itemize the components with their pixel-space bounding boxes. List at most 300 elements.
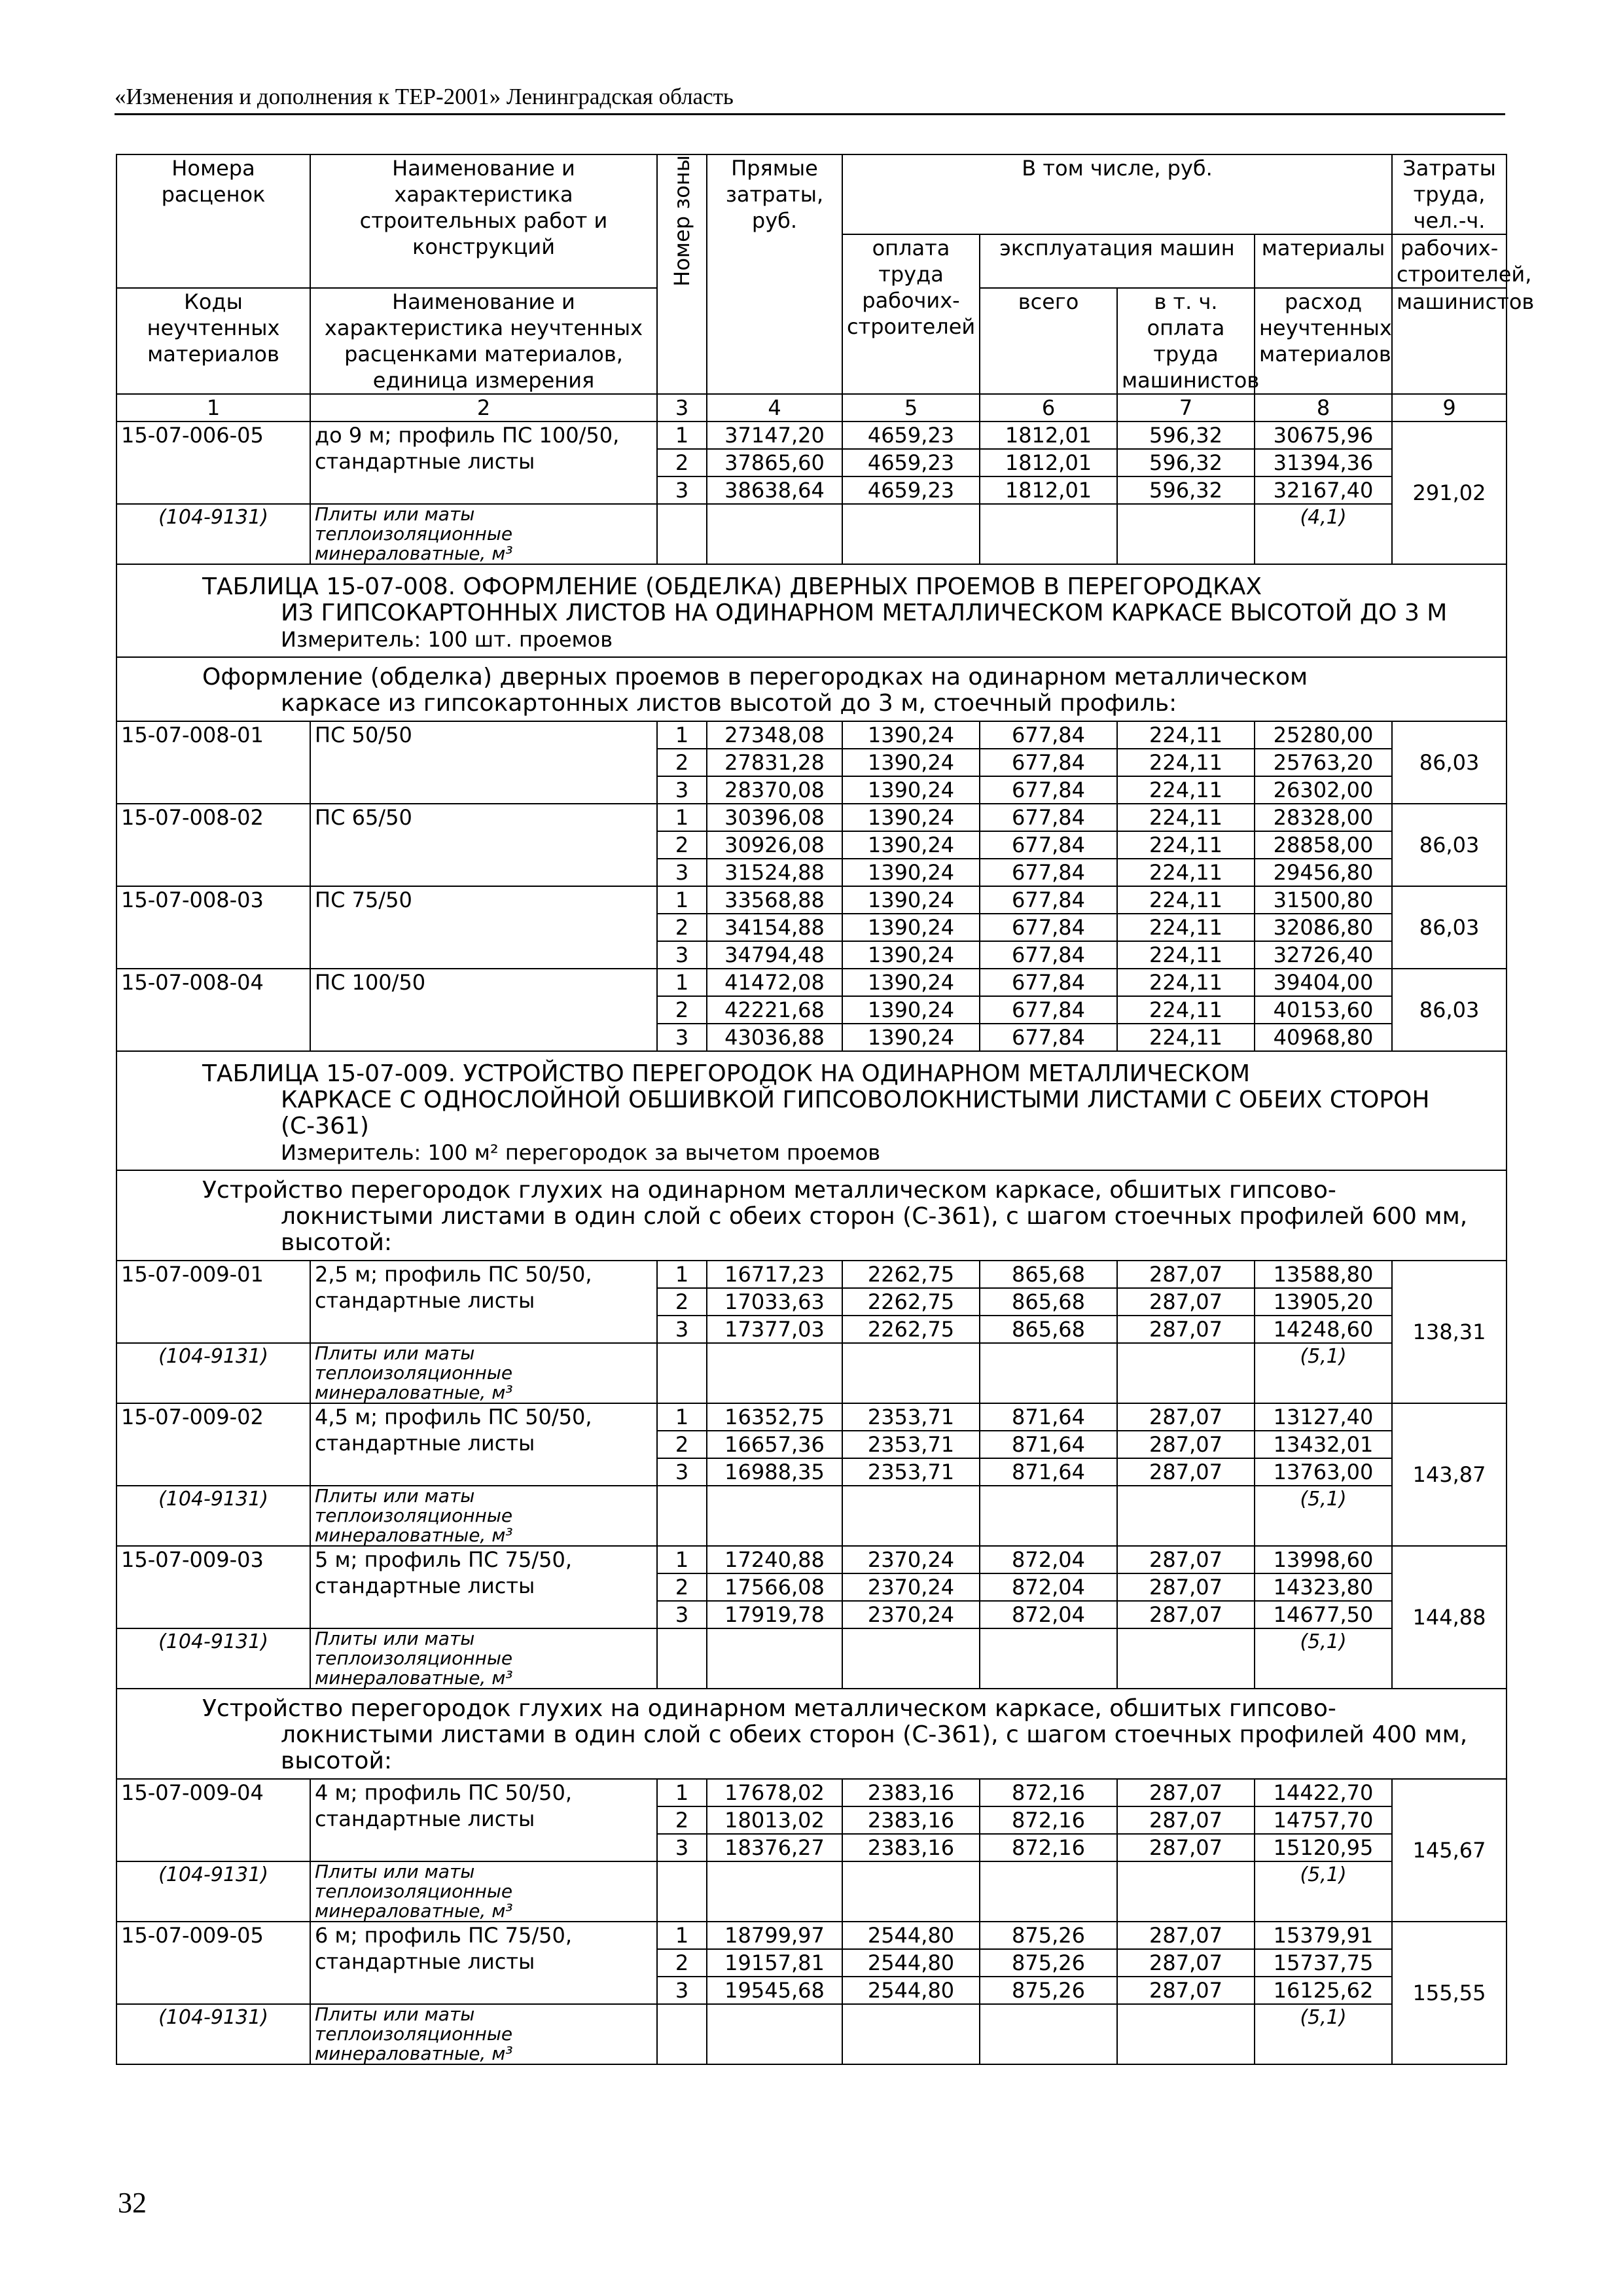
cost-value: 677,84 — [980, 1024, 1117, 1051]
cost-value: 13763,00 — [1255, 1458, 1392, 1486]
empty-cell — [657, 1861, 707, 1922]
material-code-text: (104-9131) — [158, 1345, 268, 1368]
empty-cell — [842, 1861, 980, 1922]
column-number: 3 — [657, 394, 707, 422]
zone-number: 1 — [657, 1922, 707, 1949]
cost-value: 872,04 — [980, 1601, 1117, 1628]
cost-value: 875,26 — [980, 1922, 1117, 1949]
cost-value: 287,07 — [1117, 1601, 1255, 1628]
labor-value: 86,03 — [1392, 886, 1507, 969]
cost-value: 15379,91 — [1255, 1922, 1392, 1949]
cost-value: 38638,64 — [707, 476, 842, 504]
cost-value: 224,11 — [1117, 831, 1255, 859]
cost-value: 287,07 — [1117, 1403, 1255, 1431]
cost-value: 13127,40 — [1255, 1403, 1392, 1431]
column-number: 5 — [842, 394, 980, 422]
column-number: 1 — [116, 394, 310, 422]
table-row — [116, 1546, 1507, 1573]
cost-value: 287,07 — [1117, 1806, 1255, 1834]
cost-value: 32086,80 — [1255, 914, 1392, 941]
material-code — [116, 1486, 310, 1546]
cost-value: 677,84 — [980, 996, 1117, 1024]
col-header-name2: Наименование и характеристика неучтенных расценками материалов, единица измерения — [310, 288, 657, 394]
material-code-text: (104-9131) — [158, 506, 268, 529]
material-code-text: (104-9131) — [158, 1488, 268, 1511]
cost-value: 2383,16 — [842, 1806, 980, 1834]
table-row — [116, 1922, 1507, 1949]
work-name: 4 м; профиль ПС 50/50, стандартные листы — [310, 1779, 657, 1861]
cost-value: 28858,00 — [1255, 831, 1392, 859]
cost-value: 42221,68 — [707, 996, 842, 1024]
labor-value: 143,87 — [1392, 1403, 1507, 1546]
cost-value: 2383,16 — [842, 1834, 980, 1861]
table-unit: Измеритель: 100 шт. проемов — [281, 627, 613, 652]
empty-cell — [980, 1486, 1117, 1546]
cost-value: 287,07 — [1117, 1949, 1255, 1977]
cost-value: 1390,24 — [842, 996, 980, 1024]
cost-value: 287,07 — [1117, 1288, 1255, 1316]
section-subtitle-line1: Оформление (обделка) дверных проемов в перегородках на одинарном металлическом — [202, 664, 1308, 691]
labor-value: 138,31 — [1392, 1261, 1507, 1403]
cost-value: 224,11 — [1117, 886, 1255, 914]
material-qty-text: (5,1) — [1300, 1488, 1347, 1511]
cost-value: 17240,88 — [707, 1546, 842, 1573]
cost-value: 1390,24 — [842, 749, 980, 776]
cost-value: 865,68 — [980, 1316, 1117, 1343]
table-row — [116, 721, 1507, 749]
material-name — [310, 1343, 657, 1403]
cost-value: 13432,01 — [1255, 1431, 1392, 1458]
empty-cell — [707, 1628, 842, 1689]
cost-value: 875,26 — [980, 1949, 1117, 1977]
table-row — [116, 1261, 1507, 1288]
cost-value: 31500,80 — [1255, 886, 1392, 914]
page-header: «Изменения и дополнения к ТЕР-2001» Ленинградская область — [115, 84, 1505, 115]
rate-code: 15-07-009-02 — [116, 1403, 310, 1486]
cost-value: 2370,24 — [842, 1546, 980, 1573]
rate-code: 15-07-009-01 — [116, 1261, 310, 1343]
empty-cell — [707, 2004, 842, 2064]
material-row — [116, 1628, 1507, 1689]
cost-value: 677,84 — [980, 804, 1117, 831]
cost-value: 1390,24 — [842, 776, 980, 804]
material-name-text: Плиты или маты теплоизоляционные минераловатные, м³ — [315, 1628, 513, 1689]
section-subtitle — [116, 657, 1507, 721]
cost-value: 677,84 — [980, 941, 1117, 969]
cost-value: 14422,70 — [1255, 1779, 1392, 1806]
cost-value: 25280,00 — [1255, 721, 1392, 749]
cost-value: 4659,23 — [842, 449, 980, 476]
material-name-text: Плиты или маты теплоизоляционные минераловатные, м³ — [315, 1342, 513, 1403]
zone-number: 3 — [657, 1316, 707, 1343]
cost-value: 32726,40 — [1255, 941, 1392, 969]
material-code — [116, 1861, 310, 1922]
cost-value: 871,64 — [980, 1431, 1117, 1458]
table-009-title-row — [116, 1051, 1507, 1170]
cost-value: 28328,00 — [1255, 804, 1392, 831]
table-title-line1: ТАБЛИЦА 15-07-008. ОФОРМЛЕНИЕ (ОБДЕЛКА) ДВЕРНЫХ ПРОЕМОВ В ПЕРЕГОРОДКАХ — [202, 573, 1262, 600]
zone-number: 2 — [657, 449, 707, 476]
material-qty-text: (5,1) — [1300, 1863, 1347, 1886]
rate-code: 15-07-008-02 — [116, 804, 310, 886]
cost-value: 1390,24 — [842, 804, 980, 831]
material-qty-text: (5,1) — [1300, 1345, 1347, 1368]
cost-value: 677,84 — [980, 914, 1117, 941]
labor-value: 86,03 — [1392, 969, 1507, 1051]
rate-code: 15-07-008-04 — [116, 969, 310, 1051]
zone-number: 2 — [657, 1949, 707, 1977]
table-title-line1: ТАБЛИЦА 15-07-009. УСТРОЙСТВО ПЕРЕГОРОДОК НА ОДИНАРНОМ МЕТАЛЛИЧЕСКОМ — [202, 1060, 1251, 1087]
cost-value: 37865,60 — [707, 449, 842, 476]
empty-cell — [980, 1861, 1117, 1922]
cost-value: 224,11 — [1117, 859, 1255, 886]
cost-value: 17566,08 — [707, 1573, 842, 1601]
empty-cell — [707, 1343, 842, 1403]
empty-cell — [842, 1343, 980, 1403]
work-name: 4,5 м; профиль ПС 50/50, стандартные листы — [310, 1403, 657, 1486]
work-name: ПС 65/50 — [310, 804, 657, 886]
cost-value: 287,07 — [1117, 1431, 1255, 1458]
col-header-codes: Номера расценок — [116, 154, 310, 288]
empty-cell — [657, 2004, 707, 2064]
zone-number: 2 — [657, 1806, 707, 1834]
labor-value: 86,03 — [1392, 804, 1507, 886]
cost-value: 287,07 — [1117, 1261, 1255, 1288]
table-row — [116, 969, 1507, 996]
zone-number: 2 — [657, 749, 707, 776]
cost-value: 40968,80 — [1255, 1024, 1392, 1051]
zone-number: 3 — [657, 1834, 707, 1861]
rate-code: 15-07-006-05 — [116, 422, 310, 504]
cost-value: 2544,80 — [842, 1949, 980, 1977]
material-qty-text: (5,1) — [1300, 1630, 1347, 1653]
cost-value: 677,84 — [980, 749, 1117, 776]
material-qty-text: (5,1) — [1300, 2006, 1347, 2029]
cost-value: 1390,24 — [842, 859, 980, 886]
cost-value: 41472,08 — [707, 969, 842, 996]
col-header-direct: Прямые затраты, руб. — [707, 154, 842, 394]
material-row — [116, 504, 1507, 564]
empty-cell — [1117, 1486, 1255, 1546]
material-code — [116, 2004, 310, 2064]
cost-value: 871,64 — [980, 1458, 1117, 1486]
empty-cell — [1117, 2004, 1255, 2064]
column-number: 8 — [1255, 394, 1392, 422]
material-qty — [1255, 2004, 1392, 2064]
labor-value: 86,03 — [1392, 721, 1507, 804]
cost-value: 872,16 — [980, 1834, 1117, 1861]
section-subtitle-row — [116, 1170, 1507, 1261]
empty-cell — [980, 1628, 1117, 1689]
cost-value: 2383,16 — [842, 1779, 980, 1806]
cost-value: 677,84 — [980, 776, 1117, 804]
zone-number: 1 — [657, 721, 707, 749]
col-header-operators: в т. ч. оплата труда машинистов — [1117, 288, 1255, 394]
material-qty — [1255, 1343, 1392, 1403]
cost-value: 29456,80 — [1255, 859, 1392, 886]
zone-number: 2 — [657, 1288, 707, 1316]
zone-number: 1 — [657, 1779, 707, 1806]
cost-value: 596,32 — [1117, 476, 1255, 504]
column-number: 6 — [980, 394, 1117, 422]
cost-value: 2262,75 — [842, 1316, 980, 1343]
empty-cell — [657, 504, 707, 564]
cost-value: 13998,60 — [1255, 1546, 1392, 1573]
empty-cell — [707, 1861, 842, 1922]
empty-cell — [842, 1628, 980, 1689]
cost-value: 287,07 — [1117, 1316, 1255, 1343]
section-subtitle — [116, 1170, 1507, 1261]
col-header-labor-operators: машинистов — [1392, 288, 1507, 394]
table-row — [116, 1403, 1507, 1431]
material-row — [116, 2004, 1507, 2064]
cost-value: 18376,27 — [707, 1834, 842, 1861]
cost-value: 39404,00 — [1255, 969, 1392, 996]
col-header-zone: Номер зоны — [657, 154, 707, 394]
cost-value: 1812,01 — [980, 449, 1117, 476]
cost-value: 677,84 — [980, 886, 1117, 914]
cost-value: 287,07 — [1117, 1573, 1255, 1601]
cost-value: 2353,71 — [842, 1431, 980, 1458]
zone-number: 1 — [657, 422, 707, 449]
cost-value: 677,84 — [980, 831, 1117, 859]
table-row — [116, 886, 1507, 914]
cost-value: 17919,78 — [707, 1601, 842, 1628]
labor-value: 291,02 — [1392, 422, 1507, 564]
cost-value: 1390,24 — [842, 721, 980, 749]
table-008-title-row — [116, 564, 1507, 657]
cost-value: 224,11 — [1117, 804, 1255, 831]
cost-value: 13905,20 — [1255, 1288, 1392, 1316]
cost-value: 43036,88 — [707, 1024, 842, 1051]
rate-code: 15-07-008-03 — [116, 886, 310, 969]
col-header-codes2: Коды неучтенных материалов — [116, 288, 310, 394]
cost-value: 1390,24 — [842, 831, 980, 859]
labor-value: 155,55 — [1392, 1922, 1507, 2064]
col-header-labor: Затраты труда, чел.-ч. — [1392, 154, 1507, 234]
zone-number: 3 — [657, 1024, 707, 1051]
material-name-text: Плиты или маты теплоизоляционные минераловатные, м³ — [315, 1861, 513, 1922]
rate-code: 15-07-008-01 — [116, 721, 310, 804]
work-name: ПС 100/50 — [310, 969, 657, 1051]
work-name: ПС 75/50 — [310, 886, 657, 969]
material-name — [310, 1861, 657, 1922]
table-title-line2: ИЗ ГИПСОКАРТОННЫХ ЛИСТОВ НА ОДИНАРНОМ МЕТАЛЛИЧЕСКОМ КАРКАСЕ ВЫСОТОЙ ДО 3 М — [281, 600, 1448, 626]
cost-value: 37147,20 — [707, 422, 842, 449]
column-numbers-row — [116, 394, 1507, 422]
empty-cell — [707, 504, 842, 564]
cost-value: 2262,75 — [842, 1288, 980, 1316]
cost-value: 872,04 — [980, 1573, 1117, 1601]
cost-value: 2544,80 — [842, 1922, 980, 1949]
material-row — [116, 1343, 1507, 1403]
cost-value: 287,07 — [1117, 1546, 1255, 1573]
cost-value: 28370,08 — [707, 776, 842, 804]
zone-number: 1 — [657, 1546, 707, 1573]
cost-value: 224,11 — [1117, 969, 1255, 996]
cost-value: 287,07 — [1117, 1922, 1255, 1949]
cost-value: 17033,63 — [707, 1288, 842, 1316]
cost-value: 1390,24 — [842, 941, 980, 969]
cost-value: 224,11 — [1117, 1024, 1255, 1051]
material-qty — [1255, 1628, 1392, 1689]
section-subtitle-row — [116, 1689, 1507, 1779]
col-header-wages: оплата труда рабочих-строителей — [842, 234, 980, 394]
table-unit: Измеритель: 100 м² перегородок за вычетом проемов — [281, 1140, 881, 1165]
section-subtitle — [116, 1689, 1507, 1779]
cost-value: 224,11 — [1117, 721, 1255, 749]
cost-value: 30926,08 — [707, 831, 842, 859]
cost-value: 2262,75 — [842, 1261, 980, 1288]
page-number: 32 — [118, 2187, 147, 2219]
cost-value: 2544,80 — [842, 1977, 980, 2004]
cost-value: 4659,23 — [842, 476, 980, 504]
cost-value: 224,11 — [1117, 996, 1255, 1024]
cost-value: 30675,96 — [1255, 422, 1392, 449]
cost-value: 25763,20 — [1255, 749, 1392, 776]
empty-cell — [842, 1486, 980, 1546]
zone-number: 1 — [657, 969, 707, 996]
material-name — [310, 1486, 657, 1546]
work-name: 2,5 м; профиль ПС 50/50, стандартные листы — [310, 1261, 657, 1343]
empty-cell — [980, 2004, 1117, 2064]
material-name-text: Плиты или маты теплоизоляционные минераловатные, м³ — [315, 503, 513, 564]
col-header-materials2: расход неучтенных материалов — [1255, 288, 1392, 394]
cost-value: 32167,40 — [1255, 476, 1392, 504]
labor-value: 145,67 — [1392, 1779, 1507, 1922]
section-subtitle-line2: локнистыми листами в один слой с обеих сторон (С-361), с шагом стоечных профилей 600 мм, высотой: — [281, 1203, 1468, 1256]
material-name — [310, 504, 657, 564]
table-title — [116, 564, 1507, 657]
material-name-text: Плиты или маты теплоизоляционные минераловатные, м³ — [315, 2003, 513, 2064]
cost-value: 34794,48 — [707, 941, 842, 969]
cost-value: 16657,36 — [707, 1431, 842, 1458]
cost-value: 596,32 — [1117, 422, 1255, 449]
cost-value: 15737,75 — [1255, 1949, 1392, 1977]
cost-value: 2370,24 — [842, 1601, 980, 1628]
price-table — [116, 154, 1535, 2065]
cost-value: 287,07 — [1117, 1779, 1255, 1806]
material-qty — [1255, 1861, 1392, 1922]
empty-cell — [657, 1343, 707, 1403]
section-subtitle-line1: Устройство перегородок глухих на одинарном металлическом каркасе, обшитых гипсово- — [202, 1177, 1336, 1204]
zone-number: 3 — [657, 776, 707, 804]
empty-cell — [657, 1486, 707, 1546]
rate-code: 15-07-009-03 — [116, 1546, 310, 1628]
zone-number: 3 — [657, 476, 707, 504]
cost-value: 872,16 — [980, 1806, 1117, 1834]
cost-value: 224,11 — [1117, 941, 1255, 969]
zone-number: 1 — [657, 1261, 707, 1288]
cost-value: 40153,60 — [1255, 996, 1392, 1024]
cost-value: 287,07 — [1117, 1834, 1255, 1861]
rate-code: 15-07-009-05 — [116, 1922, 310, 2004]
cost-value: 34154,88 — [707, 914, 842, 941]
cost-value: 287,07 — [1117, 1977, 1255, 2004]
cost-value: 19157,81 — [707, 1949, 842, 1977]
cost-value: 14248,60 — [1255, 1316, 1392, 1343]
col-header-name: Наименование и характеристика строительных работ и конструкций — [310, 154, 657, 288]
empty-cell — [1117, 1861, 1255, 1922]
material-code — [116, 1343, 310, 1403]
col-header-machines: эксплуатация машин — [980, 234, 1255, 288]
cost-value: 16988,35 — [707, 1458, 842, 1486]
work-name: ПС 50/50 — [310, 721, 657, 804]
material-row — [116, 1861, 1507, 1922]
cost-value: 16352,75 — [707, 1403, 842, 1431]
empty-cell — [842, 504, 980, 564]
cost-value: 2353,71 — [842, 1403, 980, 1431]
empty-cell — [1117, 1343, 1255, 1403]
material-name-text: Плиты или маты теплоизоляционные минераловатные, м³ — [315, 1485, 513, 1546]
cost-value: 26302,00 — [1255, 776, 1392, 804]
zone-number: 3 — [657, 941, 707, 969]
cost-value: 677,84 — [980, 721, 1117, 749]
material-code-text: (104-9131) — [158, 2006, 268, 2029]
empty-cell — [1117, 1628, 1255, 1689]
material-code-text: (104-9131) — [158, 1630, 268, 1653]
empty-cell — [1117, 504, 1255, 564]
material-code — [116, 504, 310, 564]
table-row — [116, 422, 1507, 449]
material-code — [116, 1628, 310, 1689]
zone-number: 1 — [657, 886, 707, 914]
cost-value: 596,32 — [1117, 449, 1255, 476]
material-name — [310, 1628, 657, 1689]
zone-number: 2 — [657, 1573, 707, 1601]
section-subtitle-row — [116, 657, 1507, 721]
cost-value: 1390,24 — [842, 914, 980, 941]
zone-number: 3 — [657, 1601, 707, 1628]
empty-cell — [657, 1628, 707, 1689]
cost-value: 27831,28 — [707, 749, 842, 776]
cost-value: 30396,08 — [707, 804, 842, 831]
zone-number: 2 — [657, 831, 707, 859]
cost-value: 15120,95 — [1255, 1834, 1392, 1861]
cost-value: 1390,24 — [842, 969, 980, 996]
cost-value: 224,11 — [1117, 749, 1255, 776]
work-name: 6 м; профиль ПС 75/50, стандартные листы — [310, 1922, 657, 2004]
column-number: 2 — [310, 394, 657, 422]
table-row — [116, 1779, 1507, 1806]
cost-value: 677,84 — [980, 969, 1117, 996]
cost-value: 287,07 — [1117, 1458, 1255, 1486]
cost-value: 1812,01 — [980, 476, 1117, 504]
labor-value: 144,88 — [1392, 1546, 1507, 1689]
cost-value: 14757,70 — [1255, 1806, 1392, 1834]
cost-value: 31524,88 — [707, 859, 842, 886]
zone-number: 2 — [657, 1431, 707, 1458]
empty-cell — [707, 1486, 842, 1546]
material-name — [310, 2004, 657, 2064]
col-header-labor-workers: рабочих-строителей, — [1392, 234, 1507, 288]
material-row — [116, 1486, 1507, 1546]
zone-number: 1 — [657, 1403, 707, 1431]
cost-value: 31394,36 — [1255, 449, 1392, 476]
cost-value: 27348,08 — [707, 721, 842, 749]
section-subtitle-line2: локнистыми листами в один слой с обеих сторон (С-361), с шагом стоечных профилей 400 мм, высотой: — [281, 1721, 1468, 1774]
material-code-text: (104-9131) — [158, 1863, 268, 1886]
table-row — [116, 804, 1507, 831]
cost-value: 17377,03 — [707, 1316, 842, 1343]
cost-value: 872,04 — [980, 1546, 1117, 1573]
cost-value: 865,68 — [980, 1288, 1117, 1316]
cost-value: 2370,24 — [842, 1573, 980, 1601]
cost-value: 875,26 — [980, 1977, 1117, 2004]
cost-value: 2353,71 — [842, 1458, 980, 1486]
cost-value: 1390,24 — [842, 886, 980, 914]
zone-number: 3 — [657, 859, 707, 886]
